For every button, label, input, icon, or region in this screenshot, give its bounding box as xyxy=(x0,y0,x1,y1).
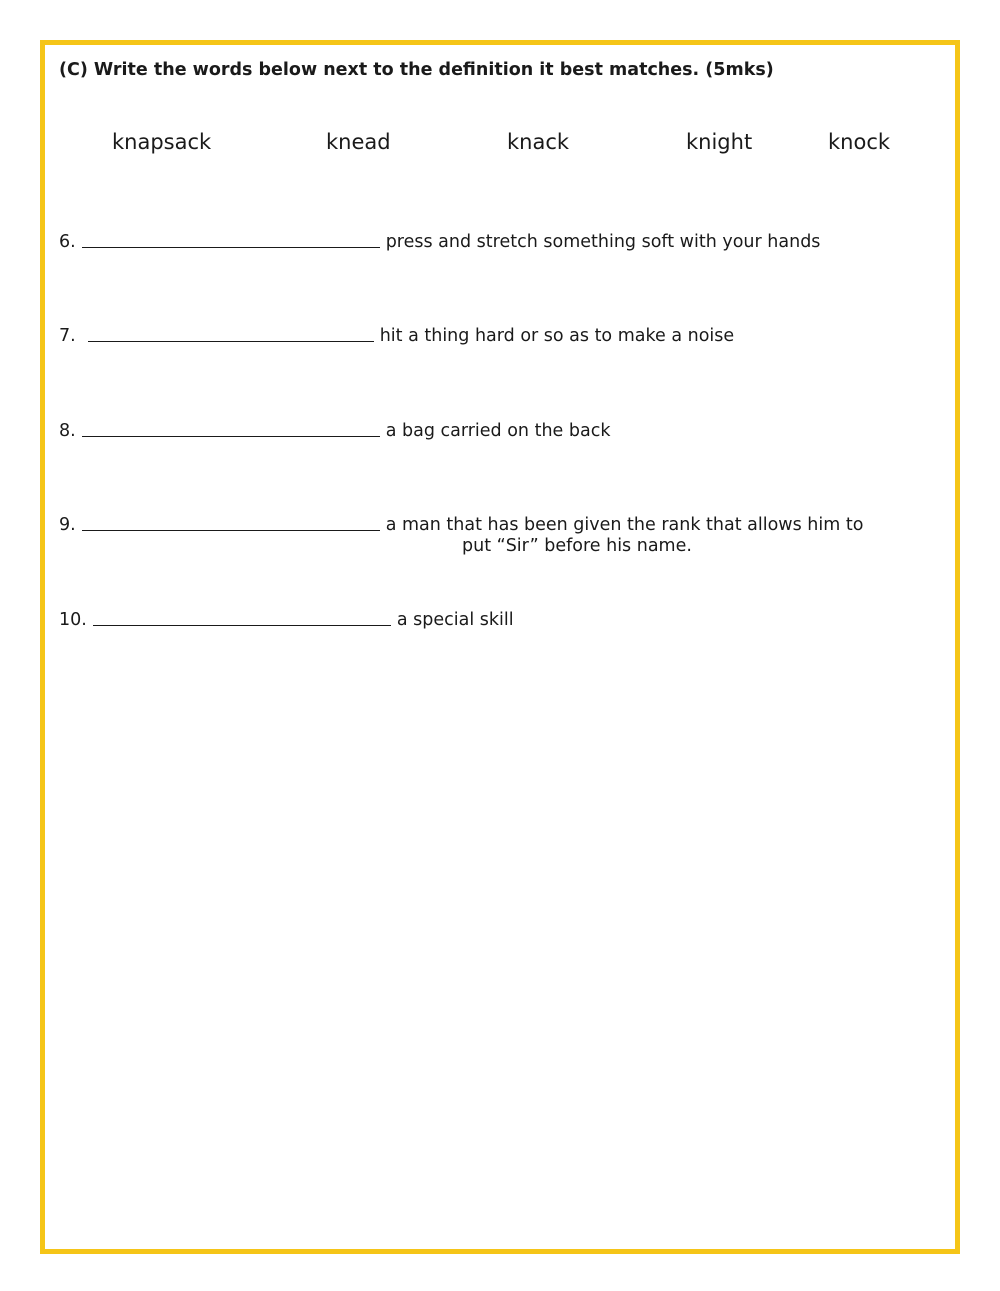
question-9 xyxy=(59,512,863,535)
question-10 xyxy=(59,607,514,630)
answer-blank[interactable] xyxy=(82,230,380,248)
instruction-heading: (C) Write the words below next to the definition it best matches. (5mks) xyxy=(59,60,774,80)
word-bank-knock: knock xyxy=(828,130,891,154)
question-7 xyxy=(59,323,734,346)
question-6 xyxy=(59,229,820,252)
definition: a special skill xyxy=(396,610,514,630)
definition: a man that has been given the rank that allows him to xyxy=(385,515,864,535)
definition: a bag carried on the back xyxy=(385,421,611,441)
question-number: 10. xyxy=(59,610,87,630)
definition: hit a thing hard or so as to make a noise xyxy=(379,326,735,346)
word-bank-knight: knight xyxy=(686,130,753,154)
word-bank-knack: knack xyxy=(507,130,570,154)
question-8 xyxy=(59,418,610,441)
question-number: 9. xyxy=(59,515,76,535)
answer-blank[interactable] xyxy=(93,608,391,626)
answer-blank[interactable] xyxy=(82,513,380,531)
question-number: 8. xyxy=(59,421,76,441)
answer-blank[interactable] xyxy=(88,324,374,342)
word-bank-knapsack: knapsack xyxy=(112,130,212,154)
page-border xyxy=(40,40,960,1254)
definition-continued: put “Sir” before his name. xyxy=(462,536,692,556)
word-bank-knead: knead xyxy=(326,130,391,154)
question-number: 6. xyxy=(59,232,76,252)
question-number: 7. xyxy=(59,326,76,346)
answer-blank[interactable] xyxy=(82,419,380,437)
definition: press and stretch something soft with your hands xyxy=(385,232,821,252)
